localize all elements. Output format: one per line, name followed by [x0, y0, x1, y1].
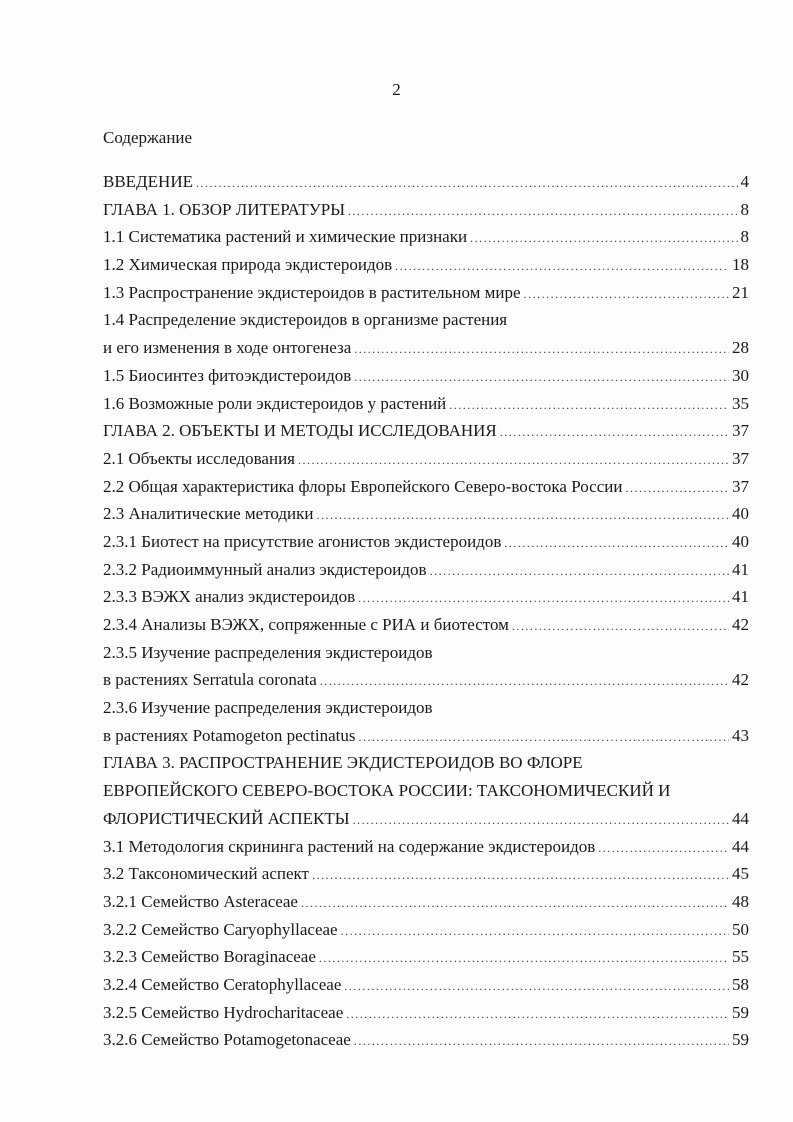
toc-line: [103, 172, 749, 200]
toc-entry: [103, 310, 749, 365]
toc-page-number: 59: [732, 1030, 749, 1050]
dot-leader: [346, 1007, 729, 1022]
toc-line: [103, 310, 749, 338]
toc-entry-title: ГЛАВА 2. ОБЪЕКТЫ И МЕТОДЫ ИССЛЕДОВАНИЯ: [103, 421, 497, 441]
toc-page-number: 4: [740, 172, 749, 191]
toc-entry-title: 3.2.3 Семейство Boraginaceae: [103, 947, 316, 967]
toc-entry: [103, 421, 749, 449]
toc-entry-title: 2.2 Общая характеристика флоры Европейского Северо-востока России: [103, 476, 623, 496]
dot-leader: [354, 1034, 729, 1049]
toc-entry-title: ГЛАВА 1. ОБЗОР ЛИТЕРАТУРЫ: [103, 199, 346, 219]
toc-entry: [103, 1003, 749, 1031]
toc-entry-title: 2.1 Объекты исследования: [103, 448, 295, 468]
toc-entry: [103, 366, 749, 394]
toc-heading: Содержание: [103, 128, 193, 147]
dot-leader: [500, 425, 729, 440]
toc-entry: [103, 753, 749, 836]
toc-entry-title: 2.3.3 ВЭЖХ анализ экдистероидов: [103, 587, 356, 607]
toc-page-number: 28: [732, 338, 749, 358]
toc-entry: [103, 698, 749, 753]
toc-line: [103, 753, 749, 781]
dot-leader: [598, 841, 729, 856]
toc-line: [103, 920, 749, 948]
dot-leader: [301, 896, 729, 911]
toc-line: [103, 615, 749, 643]
dot-leader: [470, 231, 737, 246]
toc-line: [103, 781, 749, 809]
toc-page-number: 8: [740, 227, 749, 247]
dot-leader: [312, 868, 729, 883]
toc-page-number: 30: [732, 365, 749, 385]
toc-line: [103, 560, 749, 588]
toc-entry: [103, 1030, 749, 1058]
toc-entry: [103, 643, 749, 698]
toc-entry-title: 1.3 Распространение экдистероидов в растительном мире: [103, 282, 521, 302]
toc-page-number: 40: [732, 531, 749, 551]
toc-entry-title: ВВЕДЕНИЕ: [103, 172, 193, 191]
toc-entry: [103, 477, 749, 505]
dot-leader: [348, 204, 737, 219]
toc-entry-title: ФЛОРИСТИЧЕСКИЙ АСПЕКТЫ: [103, 808, 350, 828]
toc-line: [103, 227, 749, 255]
toc-line: [103, 837, 749, 865]
toc-line: [103, 864, 749, 892]
toc-line: [103, 892, 749, 920]
toc-line: [103, 504, 749, 532]
toc-line: [103, 394, 749, 422]
toc-entry: [103, 504, 749, 532]
toc-line: [103, 421, 749, 449]
toc-entry: [103, 892, 749, 920]
toc-line: [103, 449, 749, 477]
toc-page-number: 50: [732, 919, 749, 939]
toc-page-number: 18: [732, 255, 749, 275]
dot-leader: [354, 342, 729, 357]
toc-page-number: 37: [732, 448, 749, 468]
toc-entry: [103, 975, 749, 1003]
toc-entry-title: в растениях Serratula coronata: [103, 670, 317, 690]
toc-line: [103, 975, 749, 1003]
toc-line: [103, 338, 749, 366]
toc-entry-title: 3.2.4 Семейство Ceratophyllaceae: [103, 974, 342, 994]
toc-line: [103, 366, 749, 394]
toc-entry: [103, 615, 749, 643]
toc-line: [103, 670, 749, 698]
toc-page-number: 42: [732, 615, 749, 634]
toc-entry-title: ЕВРОПЕЙСКОГО СЕВЕРО-ВОСТОКА РОССИИ: ТАКСОНОМИЧЕСКИЙ И: [103, 781, 671, 801]
dot-leader: [344, 979, 729, 994]
toc-line: [103, 1030, 749, 1058]
toc-entry: [103, 864, 749, 892]
toc-page-number: 37: [732, 476, 749, 496]
toc-line: [103, 1003, 749, 1031]
toc-page-number: 42: [732, 670, 749, 690]
toc-page-number: 41: [732, 587, 749, 607]
toc-entry-title: 2.3.4 Анализы ВЭЖХ, сопряженные с РИА и биотестом: [103, 615, 509, 634]
toc-page-number: 48: [732, 891, 749, 911]
toc-entry-title: 3.2.5 Семейство Hydrocharitaceae: [103, 1002, 344, 1022]
toc-page-number: 58: [732, 974, 749, 994]
toc-entry-title: 1.4 Распределение экдистероидов в организме растения: [103, 310, 508, 330]
dot-leader: [512, 619, 729, 634]
toc-entry-title: 3.2 Таксономический аспект: [103, 864, 309, 884]
toc-line: [103, 532, 749, 560]
dot-leader: [504, 536, 729, 551]
toc-line: [103, 809, 749, 837]
toc-page-number: 40: [732, 504, 749, 524]
toc-entry-title: 2.3.6 Изучение распределения экдистероидов: [103, 698, 433, 718]
toc-line: [103, 587, 749, 615]
toc-entry-title: 1.6 Возможные роли экдистероидов у растений: [103, 393, 447, 413]
toc-line: [103, 643, 749, 671]
toc-page-number: 59: [732, 1002, 749, 1022]
toc-entry-title: в растениях Potamogeton pectinatus: [103, 725, 356, 745]
toc-entry: [103, 283, 749, 311]
dot-leader: [317, 508, 729, 523]
toc-entry: [103, 172, 749, 200]
page-number: 2: [392, 80, 401, 99]
toc-line: [103, 255, 749, 283]
toc-entry-title: 2.3 Аналитические методики: [103, 504, 314, 524]
toc-entry-title: 2.3.2 Радиоиммунный анализ экдистероидов: [103, 559, 427, 579]
dot-leader: [196, 176, 738, 191]
toc-line: [103, 726, 749, 754]
table-of-contents: [103, 172, 749, 1058]
toc-entry-title: 3.2.1 Семейство Asteraceae: [103, 891, 298, 911]
toc-entry-title: 2.3.5 Изучение распределения экдистероидов: [103, 642, 433, 662]
toc-entry: [103, 947, 749, 975]
toc-line: [103, 477, 749, 505]
dot-leader: [353, 813, 729, 828]
toc-page-number: 41: [732, 559, 749, 579]
toc-entry: [103, 532, 749, 560]
toc-entry-title: ГЛАВА 3. РАСПРОСТРАНЕНИЕ ЭКДИСТЕРОИДОВ ВО ФЛОРЕ: [103, 753, 583, 773]
dot-leader: [319, 951, 729, 966]
toc-page-number: 8: [740, 199, 749, 219]
toc-entry-title: 3.1 Методология скрининга растений на содержание экдистероидов: [103, 836, 596, 856]
toc-page-number: 44: [732, 808, 749, 828]
dot-leader: [358, 591, 729, 606]
toc-page-number: 43: [732, 725, 749, 745]
toc-entry: [103, 837, 749, 865]
toc-entry: [103, 394, 749, 422]
toc-entry: [103, 560, 749, 588]
toc-entry-title: 3.2.6 Семейство Potamogetonaceae: [103, 1030, 351, 1050]
toc-line: [103, 283, 749, 311]
dot-leader: [625, 481, 729, 496]
toc-entry: [103, 227, 749, 255]
toc-entry-title: 1.1 Систематика растений и химические признаки: [103, 227, 468, 247]
toc-page-number: 55: [732, 947, 749, 967]
toc-entry-title: 2.3.1 Биотест на присутствие агонистов экдистероидов: [103, 531, 502, 551]
toc-entry-title: 1.2 Химическая природа экдистероидов: [103, 255, 393, 275]
toc-line: [103, 200, 749, 228]
dot-leader: [320, 674, 729, 689]
dot-leader: [359, 730, 730, 745]
dot-leader: [298, 453, 729, 468]
toc-entry: [103, 255, 749, 283]
toc-page-number: 21: [732, 282, 749, 302]
toc-entry: [103, 449, 749, 477]
dot-leader: [341, 924, 729, 939]
toc-entry-title: и его изменения в ходе онтогенеза: [103, 338, 352, 358]
toc-line: [103, 698, 749, 726]
toc-page-number: 45: [732, 864, 749, 884]
toc-page-number: 35: [732, 393, 749, 413]
toc-entry: [103, 200, 749, 228]
toc-page-number: 37: [732, 421, 749, 441]
dot-leader: [524, 287, 729, 302]
dot-leader: [395, 259, 729, 274]
dot-leader: [430, 564, 729, 579]
toc-entry-title: 1.5 Биосинтез фитоэкдистероидов: [103, 365, 352, 385]
toc-entry: [103, 920, 749, 948]
toc-line: [103, 947, 749, 975]
dot-leader: [449, 398, 729, 413]
toc-entry: [103, 587, 749, 615]
toc-page-number: 44: [732, 836, 749, 856]
toc-entry-title: 3.2.2 Семейство Caryophyllaceae: [103, 919, 338, 939]
dot-leader: [354, 370, 729, 385]
